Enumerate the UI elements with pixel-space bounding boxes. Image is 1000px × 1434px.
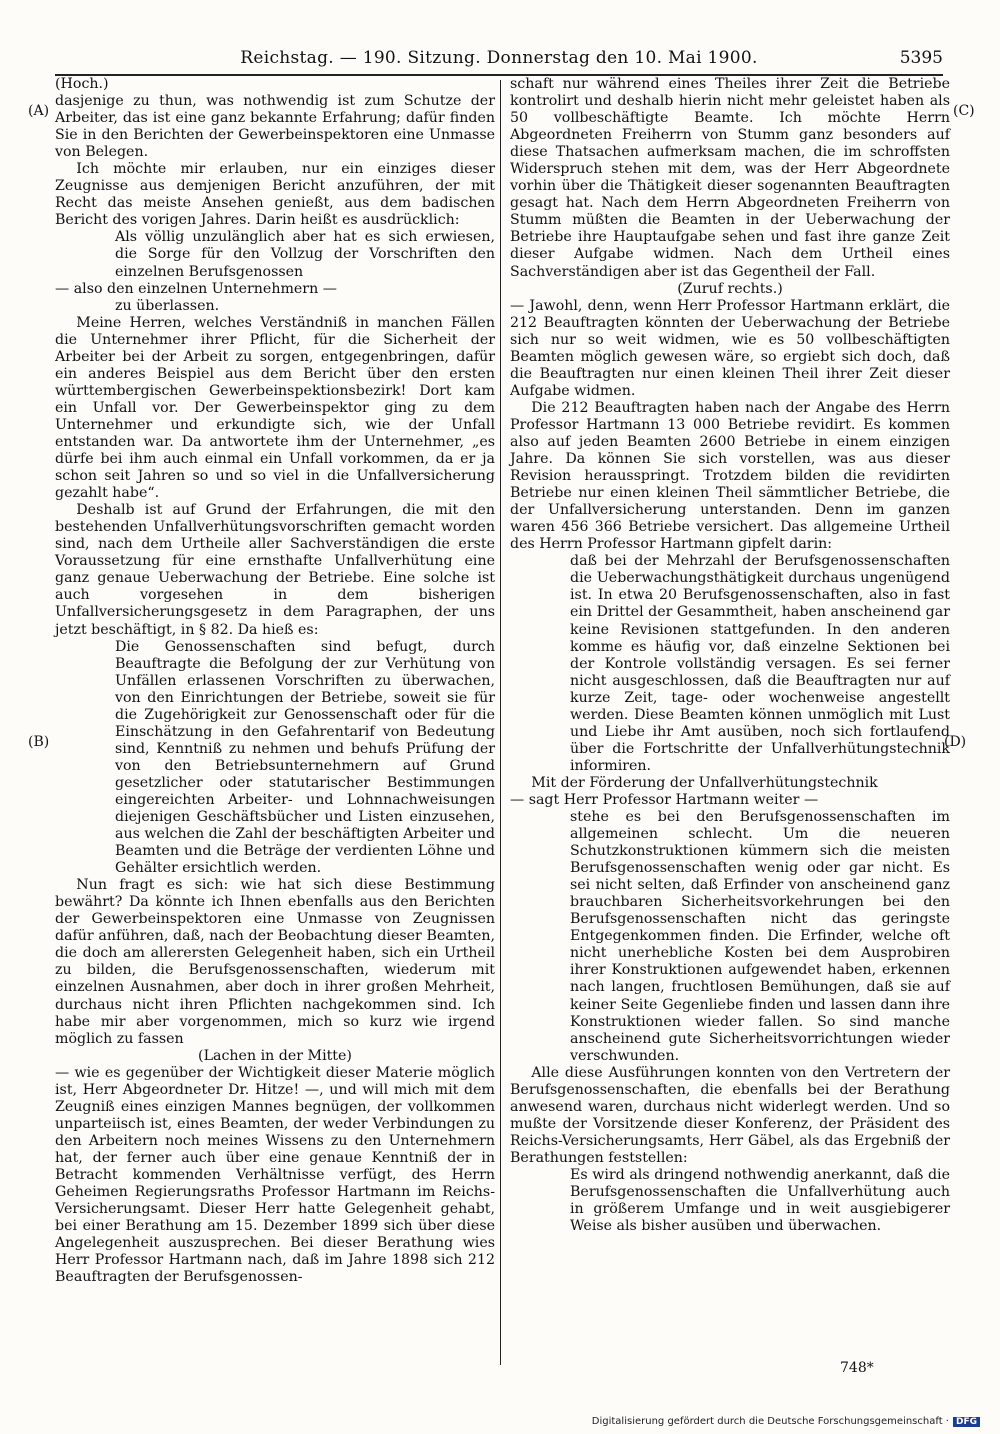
quotation: Die Genossenschaften sind befugt, durch Beauftragte die Befolgung der zur Verhütung von Unfällen erlassenen Vorschriften zu überwachen, von den Einrichtungen der Betriebe, soweit sie für die Zugehörigkeit zur Genossenschaft oder für die Einschätzung in den Gefahrentarif von Bedeutung sind, Kenntniß zu nehmen und behufs Prüfung der von den Betriebsunternehmern auf Grund gesetzlicher oder statutarischer Bestimmungen eingereichten Arbeiter- und Lohnnachweisungen diejenigen Geschäftsbücher und Listen einzusehen, aus welchen die Zahl der beschäftigten Arbeiter und Beamten und die Beträge der verdienten Löhne und Gehälter ersichtlich werden.: [115, 638, 495, 877]
margin-marker-b: (B): [28, 734, 50, 750]
interjection: — sagt Herr Professor Hartmann weiter —: [510, 791, 819, 808]
right-column: [510, 76, 950, 1235]
margin-marker-d: (D): [944, 734, 967, 750]
stage-direction: (Zuruf rechts.): [677, 280, 783, 297]
paragraph: Alle diese Ausführungen konnten von den Vertretern der Berufsgenossenschaften, die ebenfalls bei der Berathung anwesend waren, durchaus nicht widerlegt werden. Und so mußte der Vorsitzende dieser Konferenz, der Präsident des Reichs-Versicherungsamts, Herr Gäbel, als das Ergebniß der Berathungen feststellen:: [510, 1064, 950, 1166]
paragraph: Deshalb ist auf Grund der Erfahrungen, die mit den bestehenden Unfallverhütungsvorschriften gemacht worden sind, nach dem Urtheile aller Sachverständigen die erste Voraussetzung für eine ernsthafte Unfallverhütung eine ganz genaue Ueberwachung der Betriebe. Eine solche ist auch vorgesehen in dem bisherigen Unfallversicherungsgesetz in dem Paragraphen, der uns jetzt beschäftigt, in § 82. Da hieß es:: [55, 502, 495, 638]
paragraph: dasjenige zu thun, was nothwendig ist zum Schutze der Arbeiter, das ist eine ganz bekannte Erfahrung; dafür finden Sie in den Berichten der Gewerbeinspektoren eine Unmasse von Belegen.: [55, 93, 495, 161]
paragraph: Nun fragt es sich: wie hat sich diese Bestimmung bewährt? Da könnte ich Ihnen ebenfalls aus den Berichten der Gewerbeinspektoren eine Unmasse von Zeugnissen dafür anführen, daß, nach der Beobachtung dieser Beamten, die doch am allerersten Gelegenheit haben, sich ein Urtheil zu bilden, die Berufsgenossenschaften, wiederum mit einzelnen Ausnahmen, aber doch in ihrer großen Mehrheit, durchaus nicht ihren Pflichten nachgekommen sind. Ich habe mir aber vorgenommen, mich so kurz wie irgend möglich zu fassen: [55, 877, 495, 1047]
dfg-logo: DFG: [953, 1417, 980, 1427]
paragraph: Meine Herren, welches Verständniß in manchen Fällen die Unternehmer ihrer Pflicht, für die Sicherheit der Arbeiter bei der Arbeit zu sorgen, entgegenbringen, dafür ein anderes Beispiel aus dem Bericht über den ersten württembergischen Gewerbeinspektionsbezirk! Dort kam ein Unfall vor. Der Gewerbeinspektor ging zu dem Unternehmer und erkundigte sich, wie der Unfall entstanden war. Da antwortete ihm der Unternehmer, „es dürfe bei ihm auch einmal ein Unfall vorkommen, da er ja schon seit Jahren so und so viel in die Unfallversicherung gezahlt habe“.: [55, 314, 495, 502]
column-separator: [500, 80, 501, 1365]
left-column: [55, 76, 495, 1286]
footer-text: Digitalisierung gefördert durch die Deutsche Forschungsgemeinschaft ·: [591, 1416, 949, 1427]
paragraph: Mit der Förderung der Unfallverhütungstechnik: [531, 774, 878, 791]
quotation: zu überlassen.: [115, 297, 220, 314]
paragraph: — Jawohl, denn, wenn Herr Professor Hartmann erklärt, die 212 Beauftragten könnten der Ueberwachung der Betriebe sich nur so weit widmen, wie es 50 vollbeschäftigten Beamten möglich gewesen wäre, so ergiebt sich doch, daß die Beauftragten nur einen kleinen Theil ihrer Zeit dieser Aufgabe widmen.: [510, 297, 950, 399]
quotation: stehe es bei den Berufsgenossenschaften im allgemeinen schlecht. Um die neueren Schutzkonstruktionen kümmern sich die meisten Berufsgenossenschaften wenig oder gar nicht. Es sei nicht selten, daß Erfinder von anscheinend ganz brauchbaren Sicherheitsvorkehrungen bei den Berufsgenossenschaften nicht das geringste Entgegenkommen finden. Die Erfinder, welche oft nicht unerhebliche Kosten bei dem Ausprobiren ihrer Konstruktionen aufgewendet haben, erkennen nach langen, fruchtlosen Bemühungen, daß sie auf keiner Seite Gegenliebe finden und lassen dann ihre Konstruktionen wieder fallen. So sind manche anscheinend gute Sicherheitsvorrichtungen wieder verschwunden.: [570, 809, 950, 1064]
paragraph: Die 212 Beauftragten haben nach der Angabe des Herrn Professor Hartmann 13 000 Betriebe revidirt. Es kommen also auf jeden Beamten 2600 Betriebe in einem einzigen Jahre. Da können Sie sich vorstellen, was aus dieser Revision herausspringt. Trotzdem bilden die revidirten Betriebe nur einen kleinen Theil sämmtlicher Betriebe, die der Unfallversicherung unterstanden. Denn im ganzen waren 456 366 Betriebe versichert. Das allgemeine Urtheil des Herrn Professor Hartmann gipfelt darin:: [510, 399, 950, 553]
paragraph: (Hoch.): [55, 76, 109, 92]
paragraph: — wie es gegenüber der Wichtigkeit dieser Materie möglich ist, Herr Abgeordneter Dr. Hitze! —, und will mich mit dem Zeugniß eines einzigen Mannes begnügen, der vollkommen unparteiisch ist, eines Beamten, der weder Verbindungen zu den Arbeitern noch meines Wissens zu den Unternehmern hat, der ferner auch über eine genaue Kenntniß der in Betracht kommenden Verhältnisse verfügt, des Herrn Geheimen Regierungsraths Professor Hartmann im Reichs-Versicherungsamt. Dieser Herr hatte Gelegenheit gehabt, bei einer Berathung am 15. Dezember 1899 sich über diese Angelegenheit auszusprechen. Bei dieser Berathung wies Herr Professor Hartmann nach, daß im Jahre 1898 sich 212 Beauftragten der Berufsgenossen-: [55, 1064, 495, 1286]
page-number: 5395: [899, 48, 943, 68]
margin-marker-a: (A): [28, 103, 50, 119]
margin-marker-c: (C): [953, 103, 975, 119]
paragraph: Ich möchte mir erlauben, nur ein einziges dieser Zeugnisse aus demjenigen Bericht anzuführen, der mit Recht das meiste Ansehen genießt, aus dem badischen Bericht des vorigen Jahres. Darin heißt es ausdrücklich:: [55, 161, 495, 229]
signature-mark: 748*: [840, 1360, 874, 1376]
page-title: Reichstag. — 190. Sitzung. Donnerstag den 10. Mai 1900.: [240, 48, 758, 68]
paragraph: schaft nur während eines Theiles ihrer Zeit die Betriebe kontrolirt und deshalb hierin nicht mehr geleistet haben als 50 vollbeschäftigte Beamte. Ich möchte Herrn Abgeordneten Freiherrn von Stumm ganz besonders auf diese Thatsachen aufmerksam machen, die im schroffsten Widerspruch stehen mit dem, was der Herr Abgeordnete vorhin über die Thätigkeit dieser sogenannten Beauftragten gesagt hat. Nach dem Herrn Abgeordneten Freiherrn von Stumm müßten die Beamten in der Ueberwachung der Betriebe ihre Hauptaufgabe sehen und fast ihre ganze Zeit dieser Aufgabe widmen. Nach dem Urtheil eines Sachverständigen aber ist das Gegentheil der Fall.: [510, 76, 950, 280]
stage-direction: (Lachen in der Mitte): [198, 1047, 352, 1064]
quotation: Es wird als dringend nothwendig anerkannt, daß die Berufsgenossenschaften die Unfallverhütung auch in größerem Umfange und in weit ausgiebigerer Weise als bisher ausüben und überwachen.: [570, 1167, 950, 1235]
quotation: daß bei der Mehrzahl der Berufsgenossenschaften die Ueberwachungsthätigkeit durchaus ungenügend ist. In etwa 20 Berufsgenossenschaften, also in fast ein Drittel der Gesammtheit, haben anscheinend gar keine Revisionen stattgefunden. In den anderen komme es häufig vor, daß einzelne Sektionen bei der Kontrole vollständig versagen. Es sei ferner nicht ausgeschlossen, daß die Beauftragten nur auf kurze Zeit, tage- oder wochenweise angestellt werden. Diese Beamten können unmöglich mit Lust und Liebe ihr Amt ausüben, noch sich fortlaufend über die Fortschritte der Unfallverhütungstechnik informiren.: [570, 553, 950, 774]
footer: [592, 1416, 980, 1427]
quotation: Als völlig unzulänglich aber hat es sich erwiesen, die Sorge für den Vollzug der Vorschriften den einzelnen Berufsgenossen: [115, 229, 495, 280]
interjection: — also den einzelnen Unternehmern —: [55, 280, 337, 297]
page-header: [55, 48, 943, 74]
